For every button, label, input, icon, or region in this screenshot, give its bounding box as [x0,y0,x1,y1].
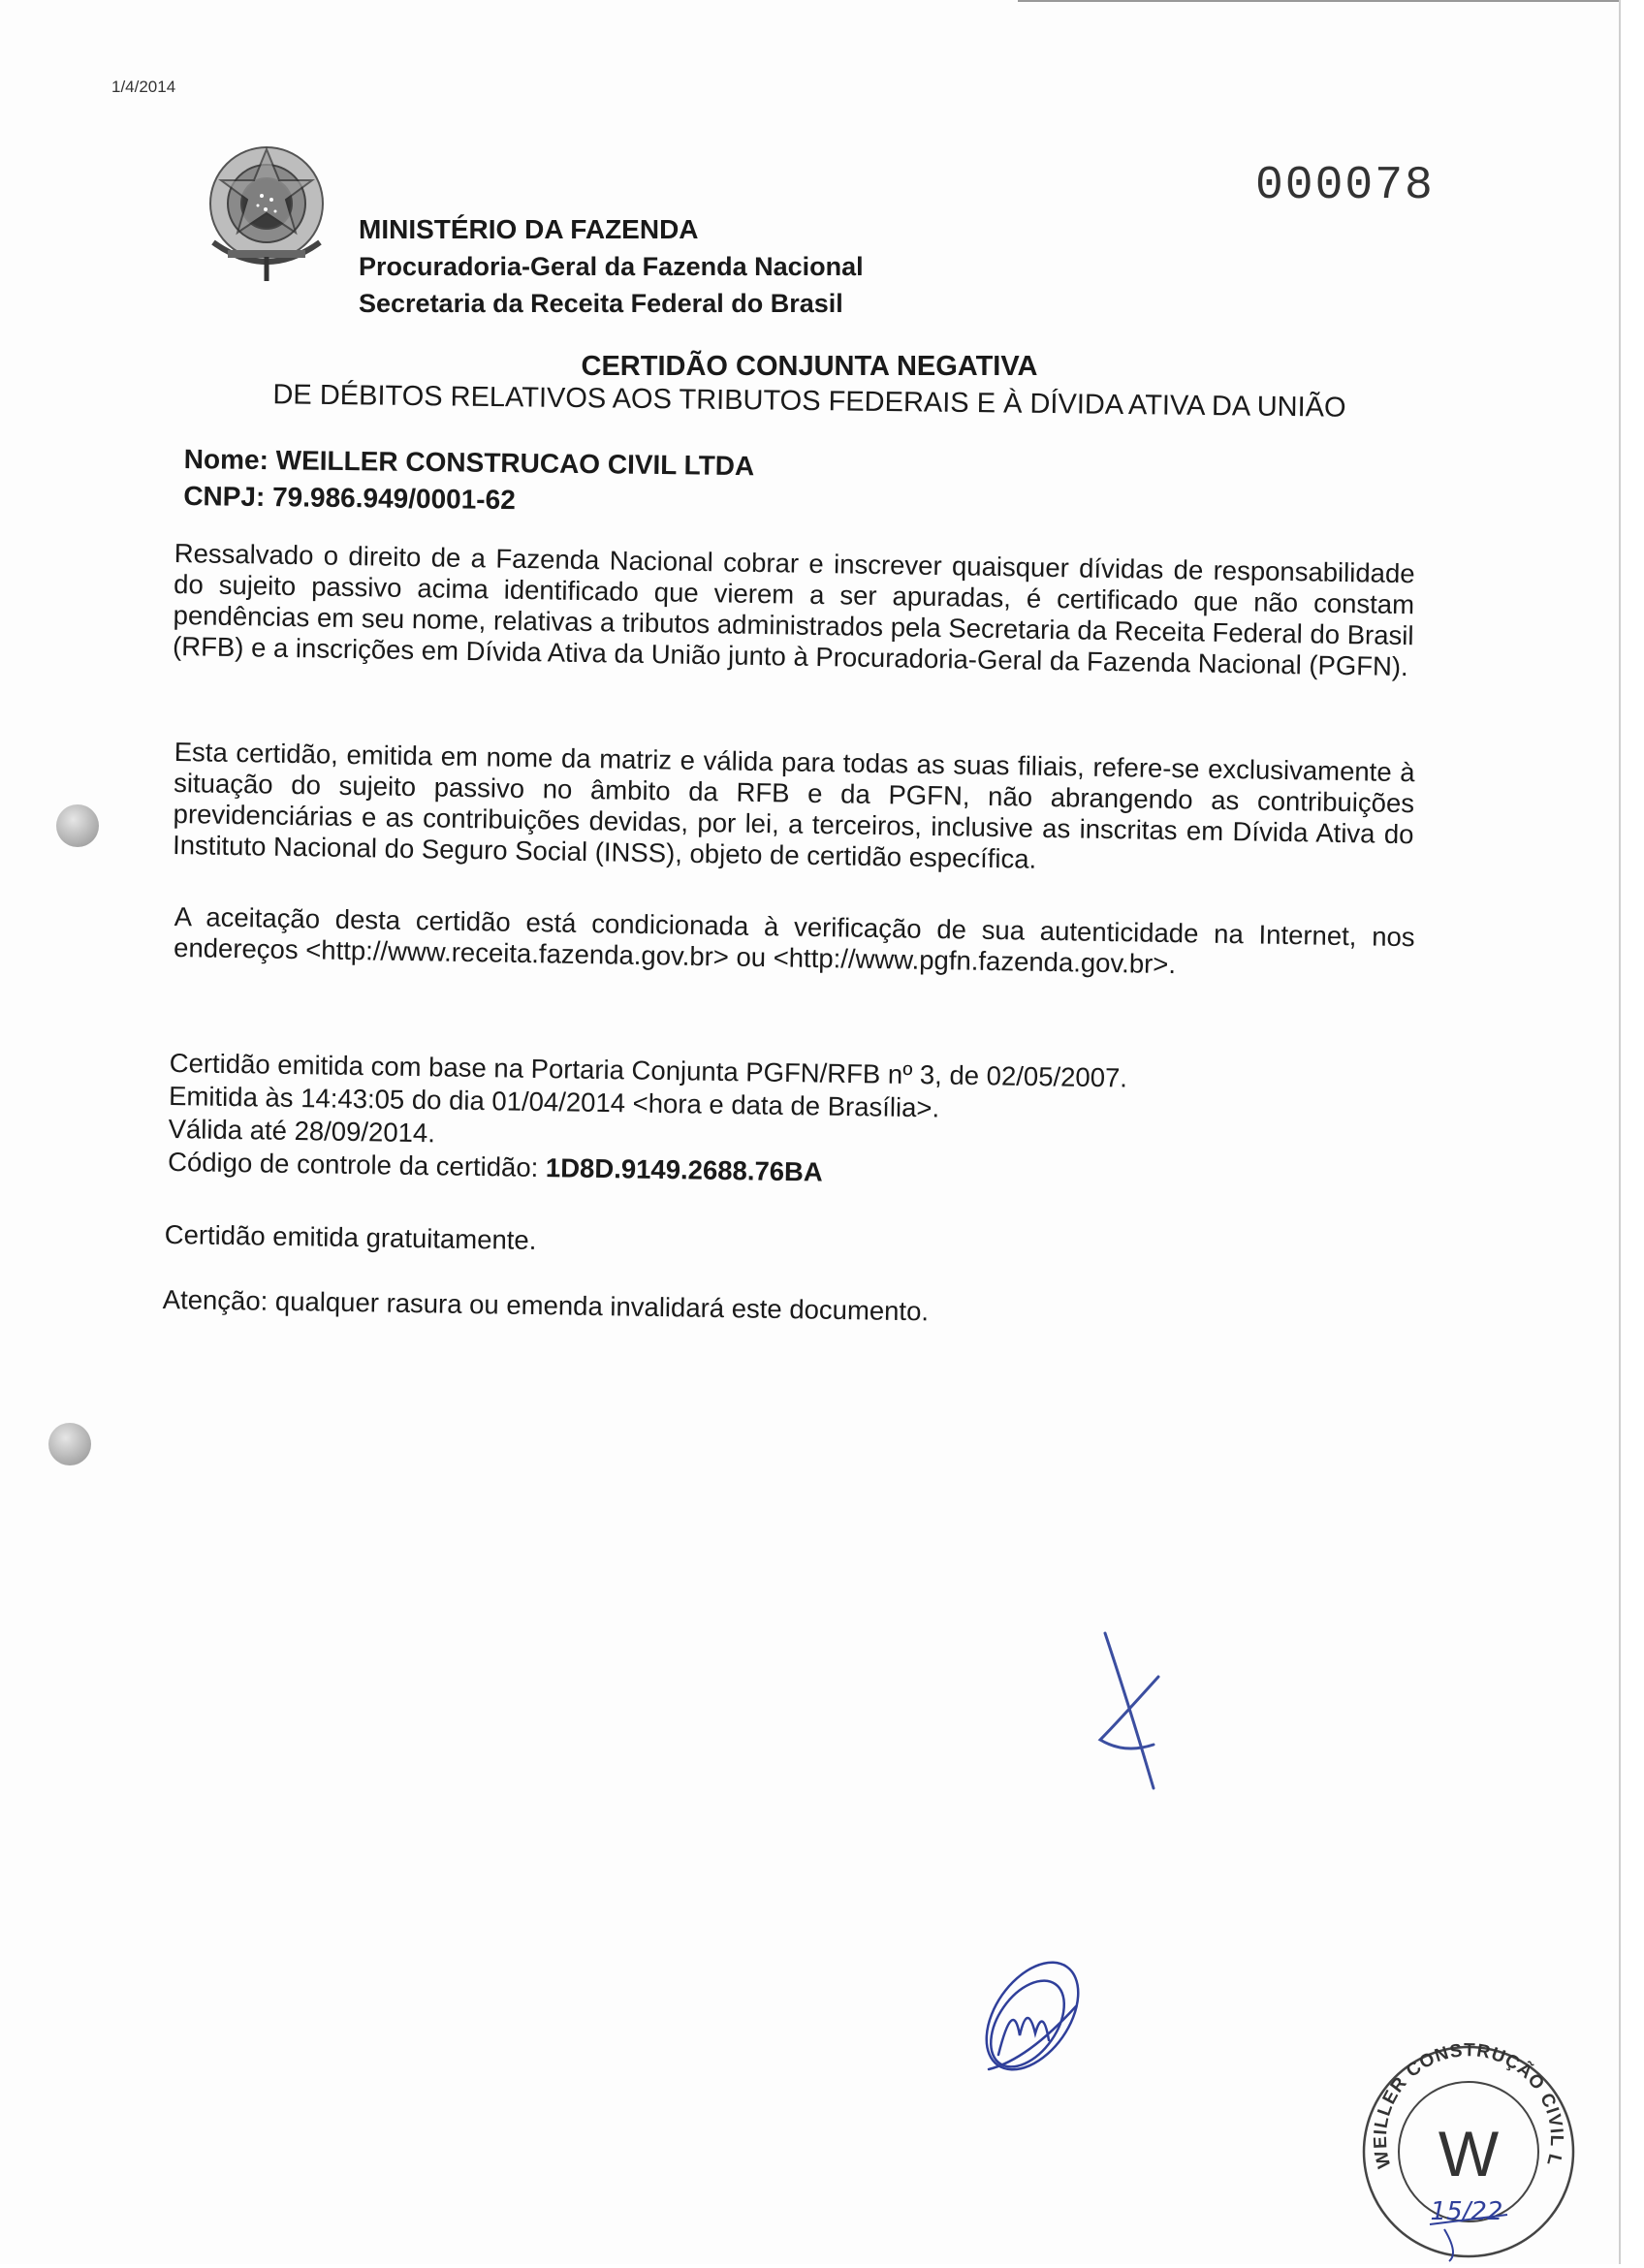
page-edge [1018,0,1619,12]
punch-hole [56,804,99,847]
rfb-name: Secretaria da Receita Federal do Brasil [359,289,843,318]
paragraph-scope: Esta certidão, emitida em nome da matriz e válida para todas as suas filiais, refere-se exclusivamente à situação do sujeito passivo no âmbito da RFB e da PGFN, não abrangendo as contribuições previdenciárias e as contribuições devidas, por lei, a terceiros, inclusive as inscritas em Dívida Ativa do Instituto Nacional do Seguro Social (INSS), objeto de certidão específica. [172,737,1415,874]
national-coat-of-arms-icon [194,136,339,291]
taxpayer-cnpj: CNPJ: 79.986.949/0001-62 [183,480,516,516]
document-number: 000078 [1255,160,1435,212]
handwritten-mark [1086,1628,1173,1793]
certificate-title: CERTIDÃO CONJUNTA NEGATIVA [581,351,1038,382]
control-code-value: 1D8D.9149.2688.76BA [545,1152,824,1187]
issuance-datetime: Emitida às 14:43:05 do dia 01/04/2014 <hora e data de Brasília>. [168,1080,940,1123]
pgfn-name: Procuradoria-Geral da Fazenda Nacional [359,252,864,281]
taxpayer-block [183,441,754,521]
issuer-header [359,211,864,322]
warning-note: Atenção: qualquer rasura ou emenda invalidará este documento. [162,1284,930,1327]
paragraph-authenticity: A aceitação desta certidão está condicionada à verificação de sua autenticidade na Internet, nos endereços <http://www.receita.fazenda.gov.br> ou <http://www.pgfn.fazenda.gov.br>. [173,901,1415,980]
taxpayer-name: Nome: WEILLER CONSTRUCAO CIVIL LTDA [183,443,755,482]
punch-hole [48,1423,91,1465]
certificate-subtitle: DE DÉBITOS RELATIVOS AOS TRIBUTOS FEDERAIS E À DÍVIDA ATIVA DA UNIÃO [272,379,1346,424]
issuance-details [168,1047,1127,1194]
validity-date: Válida até 28/09/2014. [168,1113,436,1149]
company-stamp [1352,2021,1585,2263]
stamp-ring-text: WEILLER CONSTRUÇÃO CIVIL L [1370,2040,1567,2171]
stamp-letter: W [1438,2118,1500,2189]
stamp-handwritten-number: 15/22 [1430,2197,1503,2226]
signature [960,1948,1105,2094]
ministry-name: MINISTÉRIO DA FAZENDA [359,214,699,244]
issuance-basis: Certidão emitida com base na Portaria Conjunta PGFN/RFB nº 3, de 02/05/2007. [169,1047,1128,1093]
paragraph-reservation: Ressalvado o direito de a Fazenda Nacional cobrar e inscrever quaisquer dívidas de responsabilidade do sujeito passivo acima identificado que vierem a ser apuradas, é certificado que não constam pendências em seu nome, relativas a tributos administrados pela Secretaria da Receita Federal do Brasil (RFB) e a inscrições em Dívida Ativa da União junto à Procuradoria-Geral da Fazenda Nacional (PGFN). [172,538,1415,682]
control-code-label: Código de controle da certidão: [167,1146,547,1183]
free-of-charge-note: Certidão emitida gratuitamente. [164,1219,537,1256]
print-date: 1/4/2014 [111,78,176,96]
